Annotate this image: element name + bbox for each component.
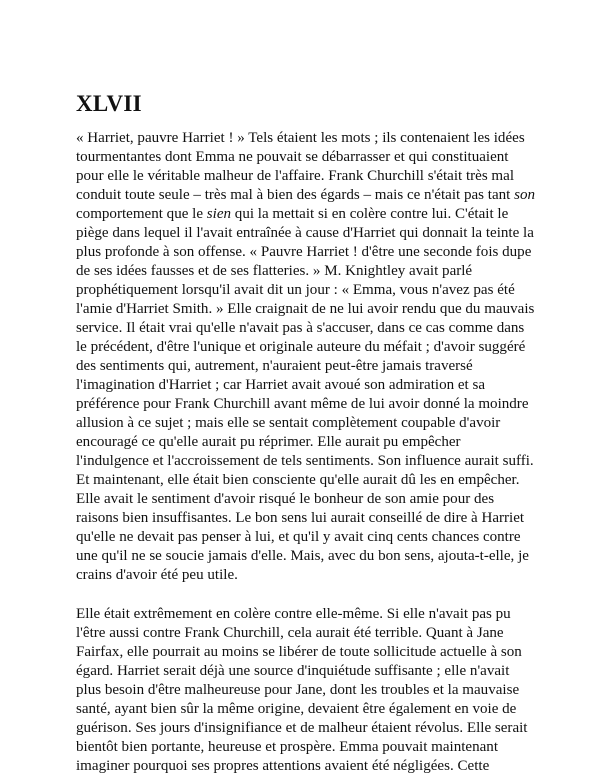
text-line	[76, 205, 548, 224]
emphasized-word: sien	[206, 206, 232, 222]
text-segment: de ses idées fausses et de ses flatteries. » M. Knightley avait parlé	[76, 263, 473, 279]
text-segment: l'imagination d'Harriet ; car Harriet avait avoué son admiration et sa	[76, 377, 486, 393]
text-segment: allusion à ce sujet ; mais elle se sentait complètement coupable d'avoir	[76, 415, 501, 431]
text-segment: crains d'avoir été peu utile.	[76, 567, 238, 583]
text-segment: santé, ayant bien sûr la même origine, devaient être également en voie de	[76, 701, 517, 717]
text-segment: Elle avait le sentiment d'avoir risqué le bonheur de son amie pour des	[76, 491, 495, 507]
text-line	[76, 471, 548, 490]
text-segment: conduit toute seule – très mal à bien des égards – mais ce n'était pas tant	[76, 187, 515, 203]
text-line	[76, 319, 548, 338]
text-segment: tourmentantes dont Emma ne pouvait se débarrasser et qui constituaient	[76, 149, 509, 165]
text-segment: Fairfax, elle pourrait au moins se libérer de toute sollicitude actuelle à son	[76, 644, 522, 660]
text-line	[76, 338, 548, 357]
text-line	[76, 490, 548, 509]
paragraph-1	[76, 129, 548, 585]
text-line	[76, 624, 548, 643]
text-line	[76, 148, 548, 167]
text-segment: l'être aussi contre Frank Churchill, cela aurait été terrible. Quant à Jane	[76, 625, 504, 641]
text-segment: bientôt bien portante, heureuse et prospère. Emma pouvait maintenant	[76, 739, 499, 755]
text-line	[76, 509, 548, 528]
text-segment: imaginer pourquoi ses propres attentions avaient été négligées. Cette	[76, 758, 490, 774]
text-line	[76, 395, 548, 414]
text-line	[76, 433, 548, 452]
text-segment: comportement que le	[76, 206, 207, 222]
text-line	[76, 719, 548, 738]
text-segment: des sentiments qui, autrement, n'auraient peut-être jamais traversé	[76, 358, 473, 374]
text-segment: « Harriet, pauvre Harriet ! » Tels étaient les mots ; ils contenaient les idées	[76, 130, 525, 146]
text-line	[76, 186, 548, 205]
text-line	[76, 605, 548, 624]
text-line	[76, 528, 548, 547]
text-segment: qui la mettait si en colère contre lui. C'était le	[231, 206, 509, 222]
text-line	[76, 757, 548, 776]
text-segment: Elle était extrêmement en colère contre elle-même. Si elle n'avait pas pu	[76, 606, 511, 622]
text-line	[76, 452, 548, 471]
text-line	[76, 700, 548, 719]
paragraph-2	[76, 605, 548, 776]
chapter-title: XLVII	[76, 91, 142, 116]
text-segment: piège dans lequel il l'avait entraînée à cause d'Harriet qui donnait la teinte la	[76, 225, 534, 241]
text-line	[76, 566, 548, 585]
text-segment: raisons bien insuffisantes. Le bon sens lui aurait conseillé de dire à Harriet	[76, 510, 525, 526]
text-line	[76, 376, 548, 395]
text-line	[76, 357, 548, 376]
text-segment: préférence pour Frank Churchill avant même de lui avoir donné la moindre	[76, 396, 529, 412]
text-line	[76, 262, 548, 281]
text-line	[76, 643, 548, 662]
text-segment: plus profonde à son offense. « Pauvre Harriet ! d'être une seconde fois dupe	[76, 244, 532, 260]
text-line	[76, 681, 548, 700]
text-segment: plus besoin d'être malheureuse pour Jane, dont les troubles et la mauvaise	[76, 682, 520, 698]
paragraph-spacer	[76, 585, 548, 605]
text-line	[76, 243, 548, 262]
text-line	[76, 167, 548, 186]
text-segment: prophétiquement lorsqu'il avait dit un jour : « Emma, vous n'avez pas été	[76, 282, 515, 298]
chapter-text	[76, 129, 548, 776]
text-segment: guérison. Ses jours d'insignifiance et de malheur étaient révolus. Elle serait	[76, 720, 528, 736]
text-line	[76, 129, 548, 148]
text-line	[76, 662, 548, 681]
text-segment: encouragé ce qu'elle aurait pu réprimer. Elle aurait pu empêcher	[76, 434, 461, 450]
text-segment: Et maintenant, elle était bien consciente qu'elle aurait dû les en empêcher.	[76, 472, 520, 488]
text-segment: une qu'il ne se soucie jamais d'elle. Mais, avec du bon sens, ajouta-t-elle, je	[76, 548, 529, 564]
text-segment: qu'elle ne devait pas penser à lui, et qu'il y avait cinq cents chances contre	[76, 529, 521, 545]
text-segment: égard. Harriet serait déjà une source d'inquiétude suffisante ; elle n'avait	[76, 663, 510, 679]
text-line	[76, 281, 548, 300]
text-segment: l'amie d'Harriet Smith. » Elle craignait de ne lui avoir rendu que du mauvais	[76, 301, 535, 317]
text-segment: l'indulgence et l'accroissement de tels sentiments. Son influence aurait suffi.	[76, 453, 534, 469]
text-line	[76, 300, 548, 319]
emphasized-word: son	[514, 187, 536, 203]
text-segment: le précédent, d'être l'unique et originale auteure du méfait ; d'avoir suggéré	[76, 339, 526, 355]
text-line	[76, 224, 548, 243]
text-line	[76, 547, 548, 566]
text-line	[76, 738, 548, 757]
text-segment: pour elle le véritable malheur de l'affaire. Frank Churchill s'était très mal	[76, 168, 514, 184]
text-segment: service. Il était vrai qu'elle n'avait pas à s'accuser, dans ce cas comme dans	[76, 320, 525, 336]
text-line	[76, 414, 548, 433]
